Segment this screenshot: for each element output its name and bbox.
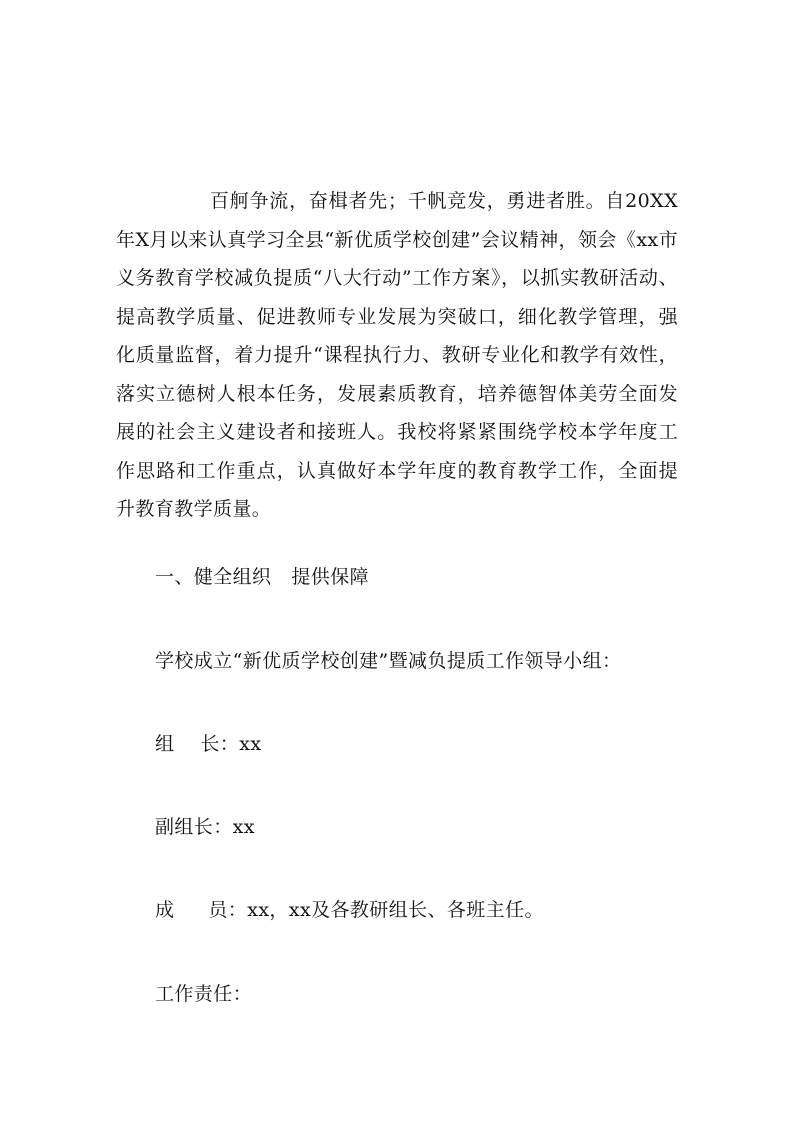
members-line <box>155 898 544 922</box>
duty-heading: 工作责任： <box>155 983 253 1005</box>
section-heading-number-title: 一、健全组织 <box>155 566 272 588</box>
member-label-first-char: 成 <box>155 899 175 921</box>
deputy-leader-line: 副组长：xx <box>155 816 255 838</box>
leader-label-rest: 长：xx <box>200 733 262 755</box>
leader-line <box>155 732 261 756</box>
member-label-rest: 员：xx，xx及各教研组长、各班主任。 <box>208 899 544 921</box>
section-heading <box>155 565 369 589</box>
leader-label-first-char: 组 <box>155 733 175 755</box>
section-heading-subtitle: 提供保障 <box>291 566 370 588</box>
group-intro-line: 学校成立“新优质学校创建”暨减负提质工作领导小组： <box>155 650 622 672</box>
intro-paragraph: 百舸争流，奋楫者先；千帆竞发，勇进者胜。自20XX年X月以来认真学习全县“新优质学校创建”会议精神，领会《xx市义务教育学校减负提质“八大行动”工作方案》，以抓实教研活动、提高教学质量、促进教师专业发展为突破口，细化教学管理，强化质量监督，着力提升“课程执行力、教研专业化和教学有效性，落实立德树人根本任务，发展素质教育，培养德智体美劳全面发展的社会主义建设者和接班人。我校将紧紧围绕学校本学年度工作思路和工作重点，认真做好本学年度的教育教学工作，全面提升教育教学质量。 <box>116 190 678 520</box>
